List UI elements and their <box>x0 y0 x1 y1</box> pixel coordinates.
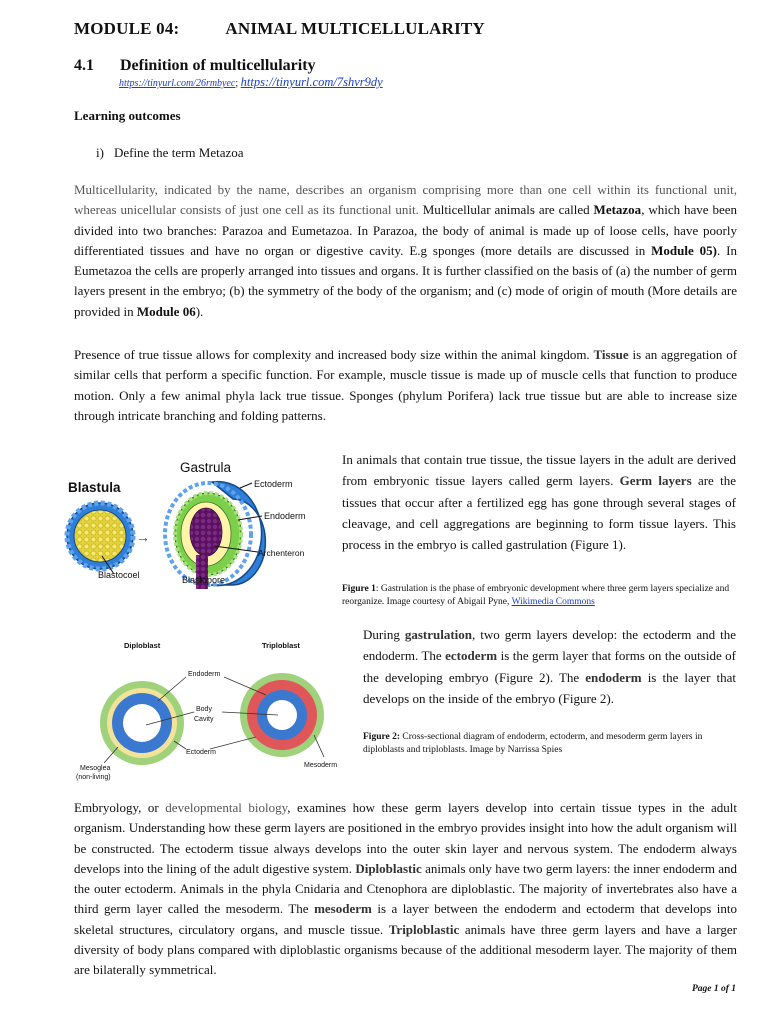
term-endoderm: endoderm <box>585 669 642 685</box>
term-gastrulation: gastrulation <box>404 627 472 642</box>
module-number: MODULE 04: <box>74 19 180 38</box>
link-separator: ; <box>235 78 239 89</box>
side1-sentence-2: are the tissues that occur after a fertilized egg has gone through several stages of cleavage, and cell aggregations are beginning to form tissue layers. This process in the embryo is called gastrulation (Figure 1). <box>342 473 736 553</box>
term-metazoa: Metazoa <box>593 202 642 218</box>
figure-2-caption-label: Figure 2: <box>363 732 401 742</box>
p1-sentence-5: ). <box>195 303 204 319</box>
paragraph-germ-layers <box>342 449 736 555</box>
label-mesoderm: Mesoderm <box>304 762 338 769</box>
p3-sentence-4: is a layer between the endoderm and ectoderm that develops into skeletal structures, circulatory organs, and muscle tissue. <box>74 901 738 937</box>
ref-module-06: Module 06 <box>136 303 196 319</box>
label-blastopore: Blastopore <box>182 575 226 585</box>
arrow-blastula-to-gastrula: → <box>136 529 150 545</box>
term-tissue: Tissue <box>593 347 629 362</box>
side2-sentence-3: is the germ layer that forms on the outside of the developing embryo (Figure 2). The <box>363 648 737 685</box>
label-cavity: Cavity <box>194 716 214 723</box>
p3-sentence-2: , examines how these germ layers develop into certain tissue types in the adult organism. Understanding how these germ layers are positioned in the embryo provides insight into how the adult organism will be constructed. The ectoderm tissue always develops into the outer skin layer and nervous system. The endoderm always develops into the lining of the adult digestive system. <box>74 800 737 876</box>
label-endoderm-fig2: Endoderm <box>188 671 221 678</box>
label-body: Body <box>196 706 212 713</box>
figure-2-germ-layers <box>74 635 349 785</box>
learning-outcome-item <box>96 145 244 161</box>
side2-sentence-4: is the layer that develops on the inside of the embryo (Figure 2). <box>363 669 736 706</box>
label-nonliving: (non-living) <box>76 774 111 781</box>
figure-1-caption-label: Figure 1 <box>342 584 376 594</box>
label-blastocoel: Blastocoel <box>98 570 140 580</box>
outcome-marker: i) <box>96 145 104 160</box>
p1-sentence-1: Multicellularity, indicated by the name, describes an organism comprising more than one cell within its functional unit, whereas unicellular consists of just one cell as its functional unit. <box>74 182 737 218</box>
p2-sentence-1: Presence of true tissue allows for complexity and increased body size within the animal kingdom. <box>74 347 590 362</box>
side2-sentence-2: , two germ layers develop: the ectoderm and the endoderm. The <box>363 627 736 664</box>
term-developmental-biology: developmental biology <box>165 800 288 815</box>
label-ectoderm-fig2: Ectoderm <box>186 749 216 756</box>
figure-1-gastrulation <box>62 452 337 592</box>
paragraph-gastrulation <box>363 624 736 709</box>
p3-sentence-5: animals have three germ layers and have a larger diversity of body plans compared with diploblastic organisms because of the additional mesoderm layer. The majority of them are bilaterally symmetrical. <box>74 921 737 978</box>
paragraph-embryology <box>74 798 737 981</box>
figure-2-caption-text: Cross-sectional diagram of endoderm, ectoderm, and mesoderm germ layers in diploblasts and triploblasts. Image by Narrissa Spies <box>363 732 703 755</box>
label-endoderm: Endoderm <box>264 511 306 521</box>
reference-links <box>119 75 383 90</box>
label-ectoderm: Ectoderm <box>254 479 293 489</box>
term-ectoderm: ectoderm <box>445 648 498 664</box>
diploblast-diagram <box>100 681 184 765</box>
p3-sentence-3: animals only have two germ layers: the inner endoderm and the outer ectoderm. Animals in the phyla Cnidaria and Ctenophora are diploblastic. The majority of invertebrates also have a third germ layer called the mesoderm. The <box>74 860 738 917</box>
blastula-diagram <box>67 503 133 569</box>
side2-sentence-1: During <box>363 627 400 642</box>
label-archenteron: Archenteron <box>258 548 305 558</box>
page-number: Page 1 of 1 <box>691 984 736 994</box>
term-diploblastic: Diploblastic <box>355 860 422 876</box>
label-diploblast: Diploblast <box>124 641 161 650</box>
section-heading <box>74 57 316 75</box>
section-title: Definition of multicellularity <box>120 57 316 74</box>
p1-sentence-3: , which have been divided into two branches: Parazoa and Eumetazoa. In Parazoa, the body of animal is made up of loose cells, have poorly differentiated tissues and have no organ or digestive cavity. E.g sponges (more details are discussed in <box>74 202 737 258</box>
gastrula-diagram <box>165 482 265 589</box>
wikimedia-commons-link[interactable]: Wikimedia Commons <box>511 596 595 607</box>
p3-sentence-1: Embryology, or <box>74 800 159 815</box>
p1-sentence-2: Multicellular animals are called <box>422 202 590 218</box>
figure-2-caption <box>363 731 737 756</box>
module-title: ANIMAL MULTICELLULARITY <box>225 19 485 38</box>
label-blastula: Blastula <box>68 480 121 495</box>
label-mesoglea: Mesoglea <box>80 765 111 772</box>
module-heading <box>74 19 485 39</box>
paragraph-multicellularity <box>74 180 737 322</box>
term-triploblastic: Triploblastic <box>388 921 460 937</box>
figure-1-caption-text: : Gastrulation is the phase of embryonic development where three germ layers specialize and reorganize. Image courtesy of Abigail Pyne, <box>342 584 730 607</box>
reference-link-1[interactable]: https://tinyurl.com/26rmbyec <box>119 78 236 89</box>
label-triploblast: Triploblast <box>262 641 300 650</box>
term-mesoderm: mesoderm <box>314 901 372 917</box>
ref-module-05: Module 05) <box>651 242 717 258</box>
section-number: 4.1 <box>74 57 94 74</box>
figure-1-caption <box>342 583 738 608</box>
side1-sentence-1: In animals that contain true tissue, the tissue layers in the adult are derived from embryonic tissue layers called germ layers. <box>342 452 736 489</box>
term-germ-layers: Germ layers <box>619 473 692 489</box>
paragraph-true-tissue <box>74 345 737 426</box>
p2-sentence-2: is an aggregation of similar cells that perform a specific function. For example, muscle tissue is made up of muscle cells that function to produce motion. Only a few animal phyla lack true tissue. Sponges (phylum Porifera) lack true tissue but are able to increase size through intricate branching and folding patterns. <box>74 347 738 423</box>
p1-sentence-4: . In Eumetazoa the cells are properly arranged into tissues and organs. It is further classified on the basis of (a) the number of germ layers present in the embryo; (b) the symmetry of the body of the organism; and (c) mode of origin of mouth (More details are provided in <box>74 242 737 319</box>
learning-outcomes-heading: Learning outcomes <box>74 108 181 123</box>
triploblast-diagram <box>240 673 324 757</box>
outcome-text: Define the term Metazoa <box>113 145 244 160</box>
label-gastrula: Gastrula <box>180 460 232 475</box>
reference-link-2[interactable]: https://tinyurl.com/7shvr9dy <box>240 75 383 89</box>
